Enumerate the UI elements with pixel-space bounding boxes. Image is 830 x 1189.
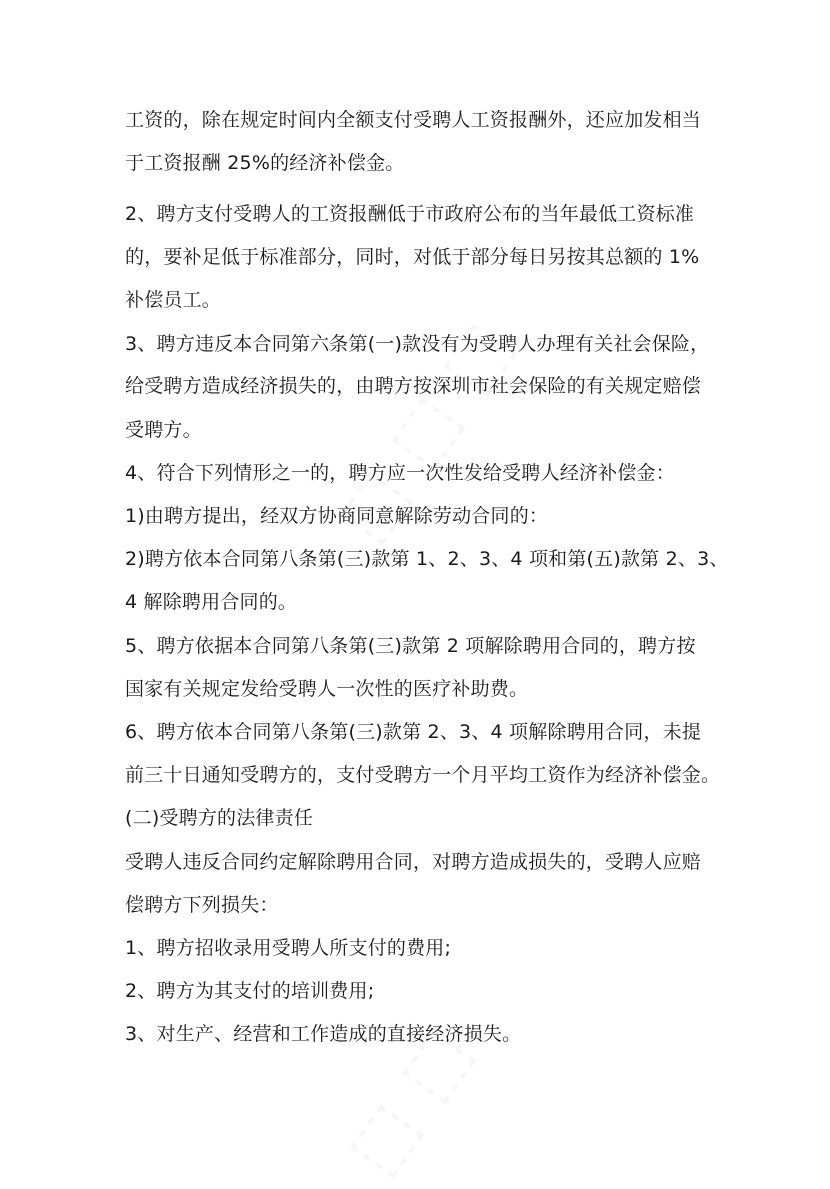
text-line: 受聘人违反合同约定解除聘用合同，对聘方造成损失的，受聘人应赔 [125, 851, 702, 873]
text-line: 2、聘方支付受聘人的工资报酬低于市政府公布的当年最低工资标准 [125, 203, 695, 225]
text-line: 1、聘方招收录用受聘人所支付的费用; [125, 937, 452, 959]
text-line: 3、对生产、经营和工作造成的直接经济损失。 [125, 1023, 522, 1045]
text-line: 偿聘方下列损失： [125, 894, 279, 916]
text-line: 工资的，除在规定时间内全额支付受聘人工资报酬外，还应加发相当 [125, 109, 702, 131]
text-line: 1)由聘方提出，经双方协商同意解除劳动合同的： [125, 505, 549, 527]
text-line: 4 解除聘用合同的。 [125, 591, 298, 613]
text-line: 于工资报酬 25%的经济补偿金。 [125, 152, 405, 174]
section-heading: (二)受聘方的法律责任 [125, 807, 314, 829]
text-line: 前三十日通知受聘方的，支付受聘方一个月平均工资作为经济补偿金。 [125, 764, 721, 786]
text-line: 4、符合下列情形之一的，聘方应一次性发给受聘人经济补偿金： [125, 462, 675, 484]
text-line: 受聘方。 [125, 419, 202, 441]
text-line: 2)聘方依本合同第八条第(三)款第 1、2、3、4 项和第(五)款第 2、3、 [125, 548, 729, 570]
text-line: 给受聘方造成经济损失的，由聘方按深圳市社会保险的有关规定赔偿 [125, 375, 702, 397]
text-line: 3、聘方违反本合同第六条第(一)款没有为受聘人办理有关社会保险， [125, 333, 710, 355]
text-line: 6、聘方依本合同第八条第(三)款第 2、3、4 项解除聘用合同，未提 [125, 721, 702, 743]
text-line: 的，要补足低于标准部分，同时，对低于部分每日另按其总额的 1% [125, 246, 700, 268]
text-line: 2、聘方为其支付的培训费用; [125, 980, 375, 1002]
text-line: 补偿员工。 [125, 289, 222, 311]
text-line: 5、聘方依据本合同第八条第(三)款第 2 项解除聘用合同的，聘方按 [125, 635, 696, 657]
text-line: 国家有关规定发给受聘人一次性的医疗补助费。 [125, 678, 529, 700]
